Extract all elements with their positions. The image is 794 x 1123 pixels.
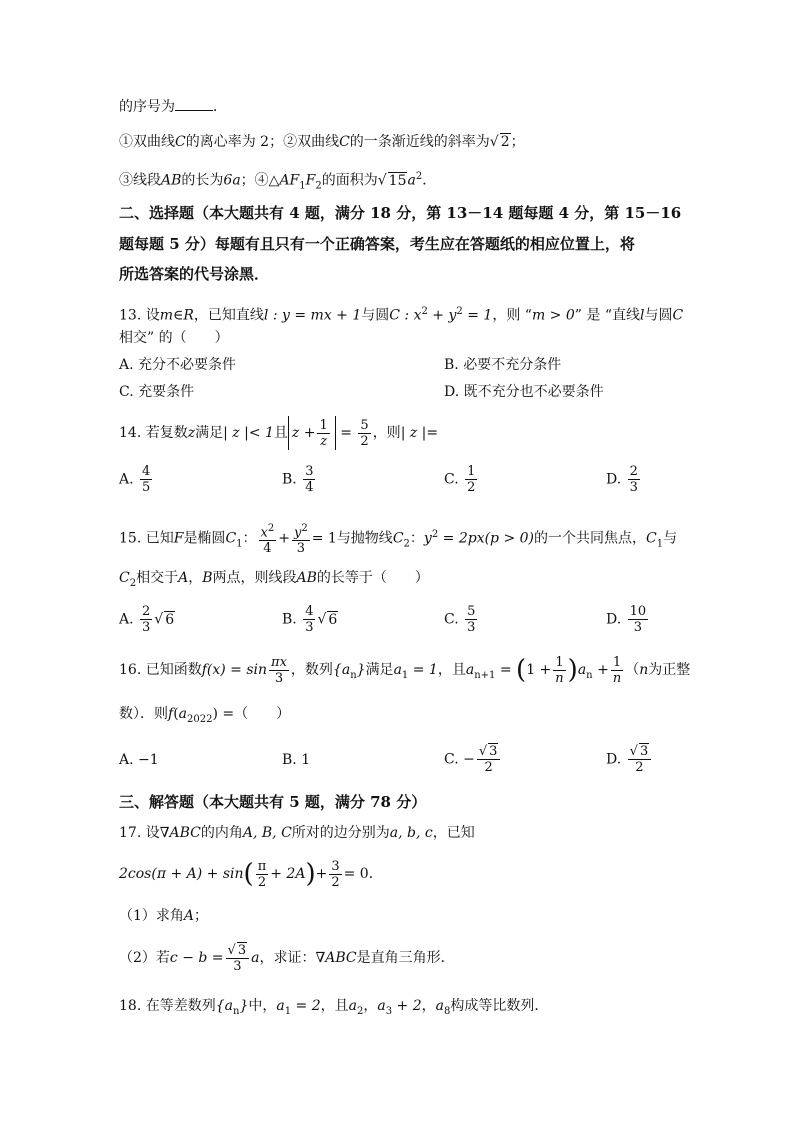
answer-blank[interactable] (175, 96, 213, 111)
question-17-part-1: （1）求角A； (119, 908, 209, 924)
option-16-A[interactable]: A. −1 (119, 752, 159, 768)
question-17: 17. 设∇ABC的内角A, B, C所对的边分别为a, b, c，已知 (119, 825, 475, 841)
section-2-heading-line2: 题每题 5 分）每题有且只有一个正确答案，考生应在答题纸的相应位置上，将 (119, 235, 635, 253)
section-3-heading: 三、解答题（本大题共有 5 题，满分 78 分） (119, 793, 427, 811)
option-14-A[interactable]: A. $\frac{4}{5}$ (119, 464, 151, 495)
option-16-B[interactable]: B. 1 (282, 752, 311, 768)
question-16-cont: 数）．则$f(a_{2022})$ =（ ） (119, 706, 291, 725)
question-14: 14. 若复数z满足| z |< 1且 z + $\frac{1}{z}$ = $\frac{5}{2}$ ，则| z |= (119, 417, 439, 449)
option-15-A[interactable]: A. $\frac{2}{3}$ √ 6 (119, 604, 175, 635)
statement-3-4: ③线段AB的长为6a；$④\triangle AF_1F_2$的面积为√ $15a^2$． (119, 171, 437, 192)
option-13-C[interactable]: C. 充要条件 (119, 384, 195, 400)
question-13-cont: 相交” 的（ ） (119, 330, 229, 346)
option-14-C[interactable]: C. $\frac{1}{2}$ (444, 464, 476, 495)
modulus-expr: z + $\frac{1}{z}$ (288, 416, 336, 450)
section-2-heading-line1: 二、选择题（本大题共有 4 题，满分 18 分，第 13－14 题每题 4 分，第 15－16 (119, 204, 682, 222)
option-13-D[interactable]: D. 既不充分也不必要条件 (444, 384, 604, 400)
option-15-B[interactable]: B. $\frac{4}{3}$ √ 6 (282, 604, 338, 635)
question-18: 18. 在等差数列$\{a_n\}$中，$a_1 = 2$，且$a_2$，$a_3 + 2$，$a_8$构成等比数列． (119, 998, 549, 1017)
option-16-C[interactable]: C. − $\frac{√ 3}{2}$ (444, 744, 502, 775)
option-13-B[interactable]: B. 必要不充分条件 (444, 357, 562, 373)
question-16: 16. 已知函数f(x) = sin $\frac{\pi x}{3}$ ，数列$\{a_n\}$满足$a_1 = 1$，且$a_{n+1} = (1$ + $\frac{1}{n}$ )$a_n$ + $\frac{1}{n}$ （n为正整 (119, 654, 691, 686)
question-17-equation: 2cos(π + A) + sin( $\frac{\pi}{2}$ + 2A)+ $\frac{3}{2}$ = 0． (119, 858, 383, 890)
question-15: 15. 已知F是椭圆$C_1$： $\frac{x^2}{4}$ + $\frac{y^2}{3}$ = 1与抛物线$C_2$：$y^2 = 2px(p > 0)$的一个共同焦点，$C_1$与 (119, 522, 678, 557)
option-14-B[interactable]: B. $\frac{3}{4}$ (282, 464, 314, 495)
question-17-part-2: （2）若c − b = $\frac{√ 3}{3}$ a，求证：∇ABC是直角三角形． (119, 942, 455, 974)
statement-1-2: ①双曲线C的离心率为 2；②双曲线C的一条渐近线的斜率为√ 2； (119, 134, 525, 150)
option-15-C[interactable]: C. $\frac{5}{3}$ (444, 604, 476, 635)
option-13-A[interactable]: A. 充分不必要条件 (119, 357, 237, 373)
section-2-heading-line3: 所选答案的代号涂黑． (119, 265, 270, 283)
line-answer-blank: 的序号为 ． (119, 96, 227, 117)
question-15-cont: $C_2$相交于A，B两点，则线段AB的长等于（ ） (119, 570, 429, 589)
option-14-D[interactable]: D. $\frac{2}{3}$ (606, 464, 638, 495)
option-16-D[interactable]: D. $\frac{√ 3}{2}$ (606, 744, 653, 775)
question-13: 13. 设m∈R，已知直线l : y = mx + 1与圆C : $x^2 + y^2 = 1$，则 “m > 0” 是 “直线l与圆C (119, 306, 684, 324)
option-15-D[interactable]: D. $\frac{10}{3}$ (606, 604, 647, 635)
